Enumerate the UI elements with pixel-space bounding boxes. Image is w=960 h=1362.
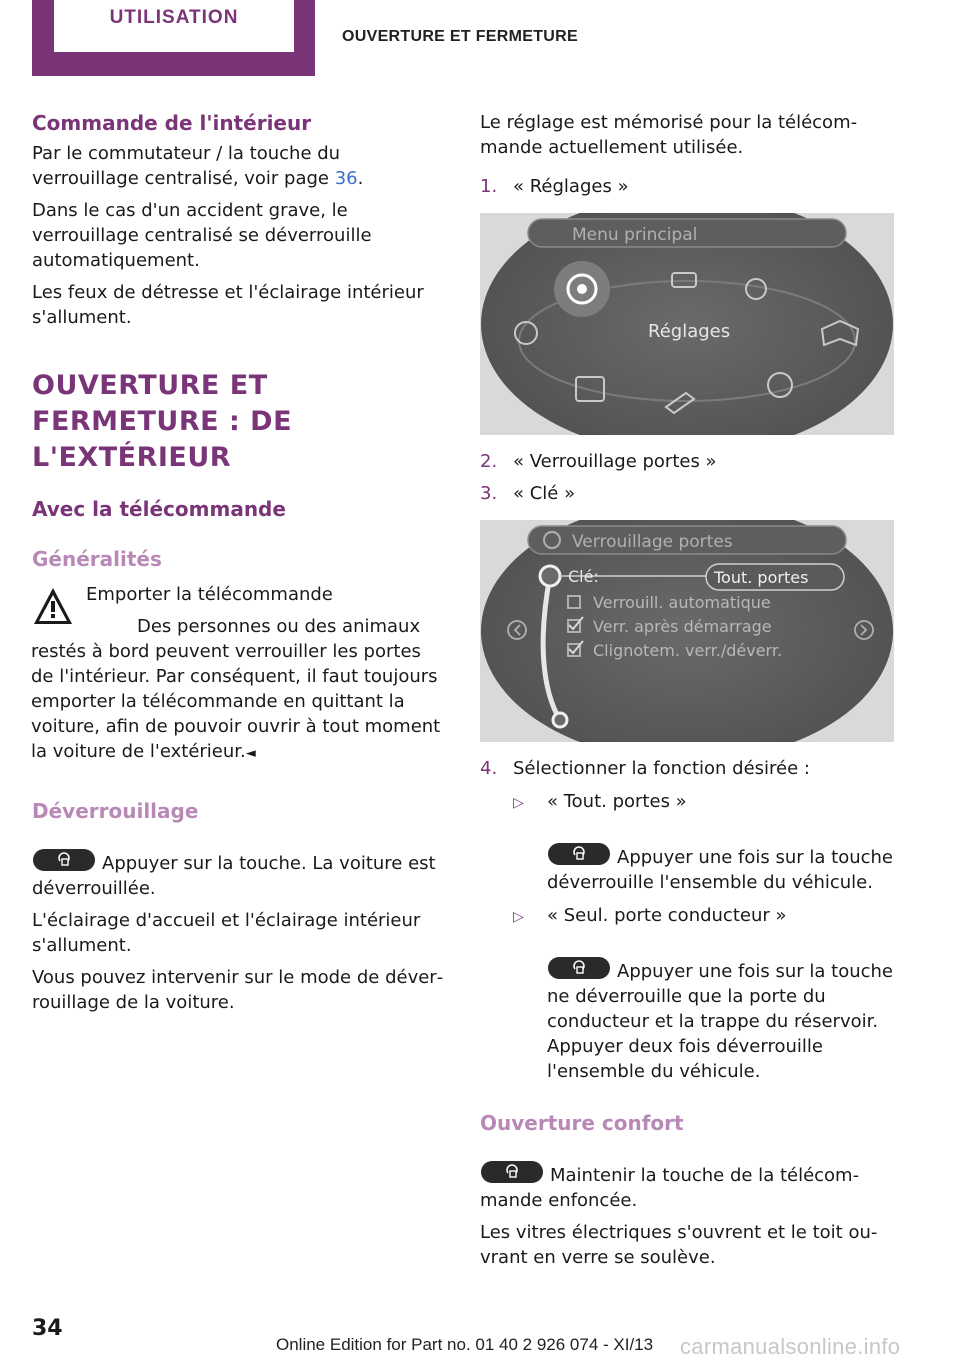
paragraph-deverrouillage-3: Vous pouvez intervenir sur le mode de déverrouillage de la voiture. bbox=[32, 967, 444, 1013]
step-4: 4. Sélectionner la fonction désirée : bbox=[480, 758, 810, 779]
screen-main-menu bbox=[480, 213, 894, 435]
remote-unlock-button-icon bbox=[547, 842, 611, 866]
warning-body: Des personnes ou des animaux restés à bord peuvent verrouiller les portes de l'intérieur. Par conséquent, il faut toujours emporter la télécommande en quittant la voiture, afin de pouvoir ouvrir à tout moment la voiture de l'extérieur.◄ bbox=[31, 616, 441, 762]
paragraph-confort-2: Les vitres électriques s'ouvrent et le toit ouvrant en verre se soulève. bbox=[480, 1222, 878, 1268]
left-column bbox=[32, 110, 448, 1015]
settings-gear-icon bbox=[554, 261, 610, 317]
heading-ouverture-exterieur: OUVERTURE ET FERMETURE : DE L'EXTÉRIEUR bbox=[32, 370, 293, 473]
warning-block bbox=[32, 582, 448, 766]
heading-telecommande: Avec la télécommande bbox=[32, 497, 286, 521]
screen-verrouillage-portes bbox=[480, 520, 894, 742]
heading-ouverture-confort: Ouverture confort bbox=[480, 1111, 684, 1135]
watermark: carmanualsonline.info bbox=[680, 1334, 901, 1359]
option-tout-portes-desc: Appuyer une fois sur la touche déverrouille l'ensemble du véhicule. bbox=[547, 842, 900, 895]
heading-commande-interieur: Commande de l'intérieur bbox=[32, 111, 312, 135]
warning-triangle-icon bbox=[32, 586, 74, 626]
paragraph-feux: Les feux de détresse et l'éclairage intérieur s'allument. bbox=[32, 282, 424, 328]
end-marker: ◄ bbox=[245, 746, 256, 761]
paragraph-reglage-memorise: Le réglage est mémorisé pour la télécommande actuellement utilisée. bbox=[480, 112, 858, 158]
option-tout-portes: ▷ « Tout. portes » bbox=[513, 791, 687, 812]
step-1: 1. « Réglages » bbox=[480, 176, 629, 197]
step-2: 2. « Verrouillage portes » bbox=[480, 451, 717, 472]
option-verrouill-auto: Verrouill. automatique bbox=[593, 593, 771, 612]
menu-principal-label: Menu principal bbox=[572, 225, 698, 245]
paragraph-accident: Dans le cas d'un accident grave, le verrouillage centralisé se déverrouille automatiquement. bbox=[32, 200, 372, 271]
selection-knob bbox=[540, 566, 560, 586]
step-3: 3. « Clé » bbox=[480, 483, 576, 504]
remote-unlock-button-icon bbox=[547, 956, 611, 980]
cle-label: Clé: bbox=[568, 567, 599, 586]
verrouillage-portes-title: Verrouillage portes bbox=[572, 532, 733, 552]
header-section-title: OUVERTURE ET FERMETURE bbox=[342, 28, 578, 45]
option-seul-conducteur: ▷ « Seul. porte conducteur » bbox=[513, 905, 787, 926]
option-clignotem: Clignotem. verr./déverr. bbox=[593, 641, 783, 660]
reglages-label: Réglages bbox=[648, 321, 731, 342]
warning-title: Emporter la télécommande bbox=[86, 584, 333, 605]
remote-unlock-button-icon bbox=[480, 1160, 544, 1184]
header-tab-label: UTILISATION bbox=[54, 0, 294, 52]
remote-unlock-button-icon bbox=[32, 848, 96, 872]
option-seul-conducteur-desc: Appuyer une fois sur la touche ne déverrouille que la porte du conducteur et la trappe du réservoir. Appuyer deux fois déverrouille l'ensemble du véhicule. bbox=[547, 956, 900, 1084]
paragraph-deverrouillage-1: Appuyer sur la touche. La voiture est déverrouillée. bbox=[32, 848, 448, 901]
heading-generalites: Généralités bbox=[32, 547, 162, 571]
svg-text:Tout. portes: Tout. portes bbox=[714, 568, 809, 587]
edition-footer: Online Edition for Part no. 01 40 2 926 074 - XI/13 bbox=[276, 1335, 654, 1354]
page-link-36[interactable]: 36 bbox=[334, 168, 358, 189]
page-number: 34 bbox=[32, 1316, 63, 1341]
paragraph-commutateur: Par le commutateur / la touche du verrouillage centralisé, voir page 36. bbox=[32, 143, 364, 189]
heading-deverrouillage: Déverrouillage bbox=[32, 799, 199, 823]
option-verr-apres-demarrage: Verr. après démarrage bbox=[593, 617, 772, 636]
paragraph-confort-1: Maintenir la touche de la télécommande enfoncée. bbox=[480, 1160, 900, 1213]
right-column bbox=[480, 110, 900, 1270]
paragraph-deverrouillage-2: L'éclairage d'accueil et l'éclairage intérieur s'allument. bbox=[32, 910, 421, 956]
header-tab bbox=[32, 0, 315, 76]
